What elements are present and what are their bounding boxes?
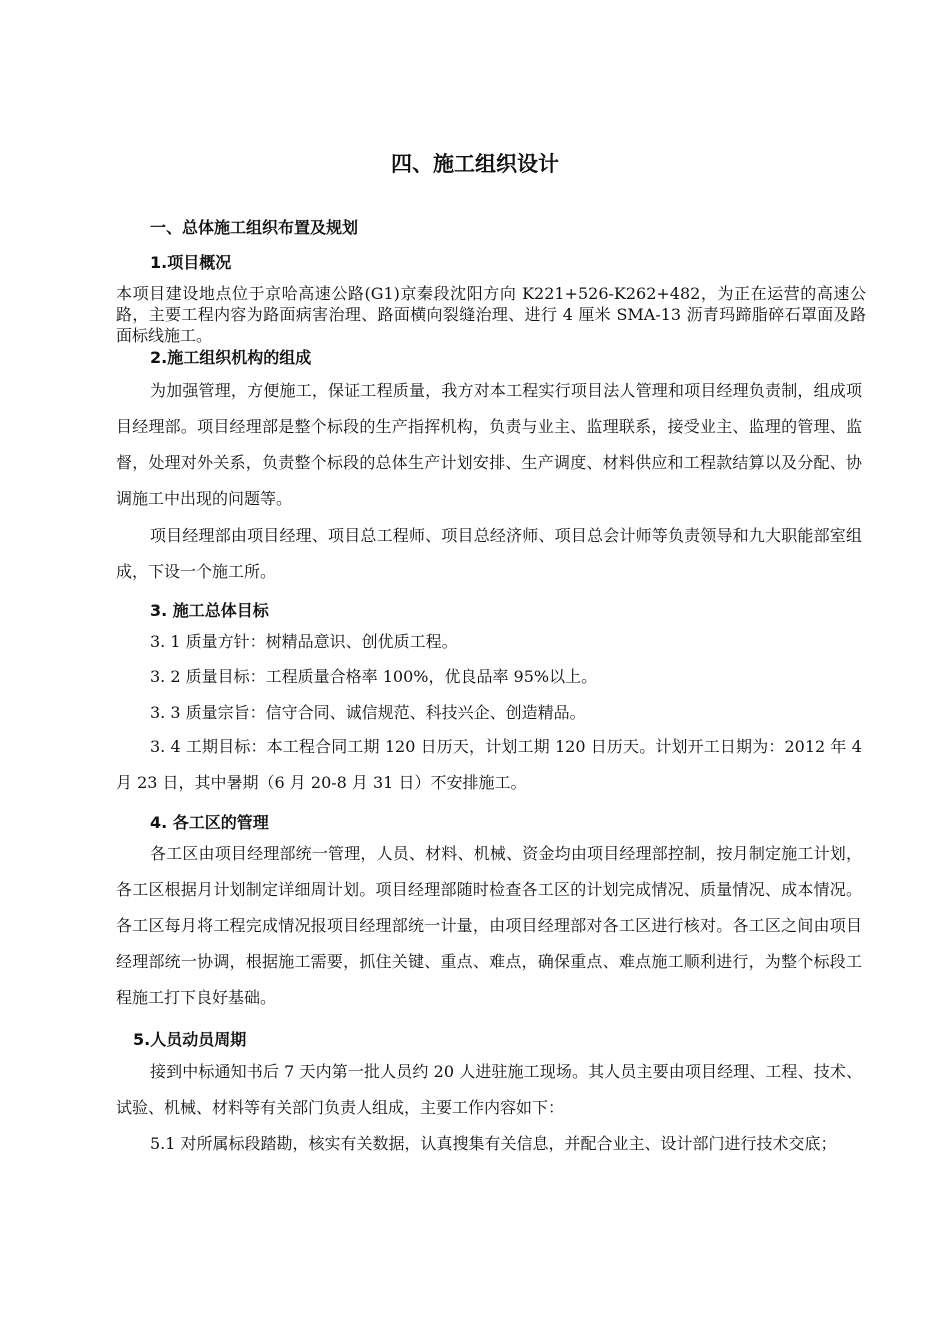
paragraph-work-area-management: 各工区由项目经理部统一管理，人员、材料、机械、资金均由项目经理部控制，按月制定施工计划，各工区根据月计划制定详细周计划。项目经理部随时检查各工区的计划完成情况、质量情况、成本情况。各工区每月将工程完成情况报项目经理部统一计量，由项目经理部对各工区进行核对。各工区之间由项目经理部统一协调，根据施工需要，抓住关键、重点、难点，确保重点、难点施工顺利进行，为整个标段工程施工打下良好基础。 xyxy=(116,844,862,1007)
paragraph-staff-mobilization: 接到中标通知书后 7 天内第一批人员约 20 人进驻施工现场。其人员主要由项目经理、工程、技术、试验、机械、材料等有关部门负责人组成，主要工作内容如下： xyxy=(116,1062,862,1117)
paragraph-organization-2: 项目经理部由项目经理、项目总工程师、项目总经济师、项目总会计师等负责领导和九大职能部室组成，下设一个施工所。 xyxy=(116,526,862,581)
heading-overall-targets: 3. 施工总体目标 xyxy=(150,601,269,620)
heading-work-area-management: 4. 各工区的管理 xyxy=(150,813,269,832)
heading-organization: 2.施工组织机构的组成 xyxy=(150,348,312,367)
target-schedule-goal: 3. 4 工期目标：本工程合同工期 120 日历天，计划工期 120 日历天。计划开工日期为：2012 年 4 月 23 日，其中暑期（6 月 20-8 月 31 日）不安排施工。 xyxy=(116,737,862,792)
target-quality-policy: 3. 1 质量方针：树精品意识、创优质工程。 xyxy=(150,632,458,651)
target-quality-tenet: 3. 3 质量宗旨：信守合同、诚信规范、科技兴企、创造精品。 xyxy=(150,703,586,722)
section-heading-overall-plan: 一、总体施工组织布置及规划 xyxy=(150,218,359,237)
heading-project-overview: 1.项目概况 xyxy=(150,253,232,272)
paragraph-project-overview: 本项目建设地点位于京哈高速公路(G1)京秦段沈阳方向 K221+526-K262+482，为正在运营的高速公路，主要工程内容为路面病害治理、路面横向裂缝治理、进行 4 厘米 SMA-13 沥青玛蹄脂碎石罩面及路面标线施工。 xyxy=(116,284,866,345)
paragraph-organization-1: 为加强管理，方便施工，保证工程质量，我方对本工程实行项目法人管理和项目经理负责制，组成项目经理部。项目经理部是整个标段的生产指挥机构，负责与业主、监理联系，接受业主、监理的管理、监督，处理对外关系，负责整个标段的总体生产计划安排、生产调度、材料供应和工程款结算以及分配、协调施工中出现的问题等。 xyxy=(116,381,862,508)
paragraph-site-survey: 5.1 对所属标段踏勘，核实有关数据，认真搜集有关信息，并配合业主、设计部门进行技术交底； xyxy=(150,1134,837,1153)
heading-staff-mobilization: 5.人员动员周期 xyxy=(133,1030,247,1049)
target-quality-goal: 3. 2 质量目标：工程质量合格率 100%，优良品率 95%以上。 xyxy=(150,667,598,686)
page-title: 四、施工组织设计 xyxy=(391,152,559,176)
